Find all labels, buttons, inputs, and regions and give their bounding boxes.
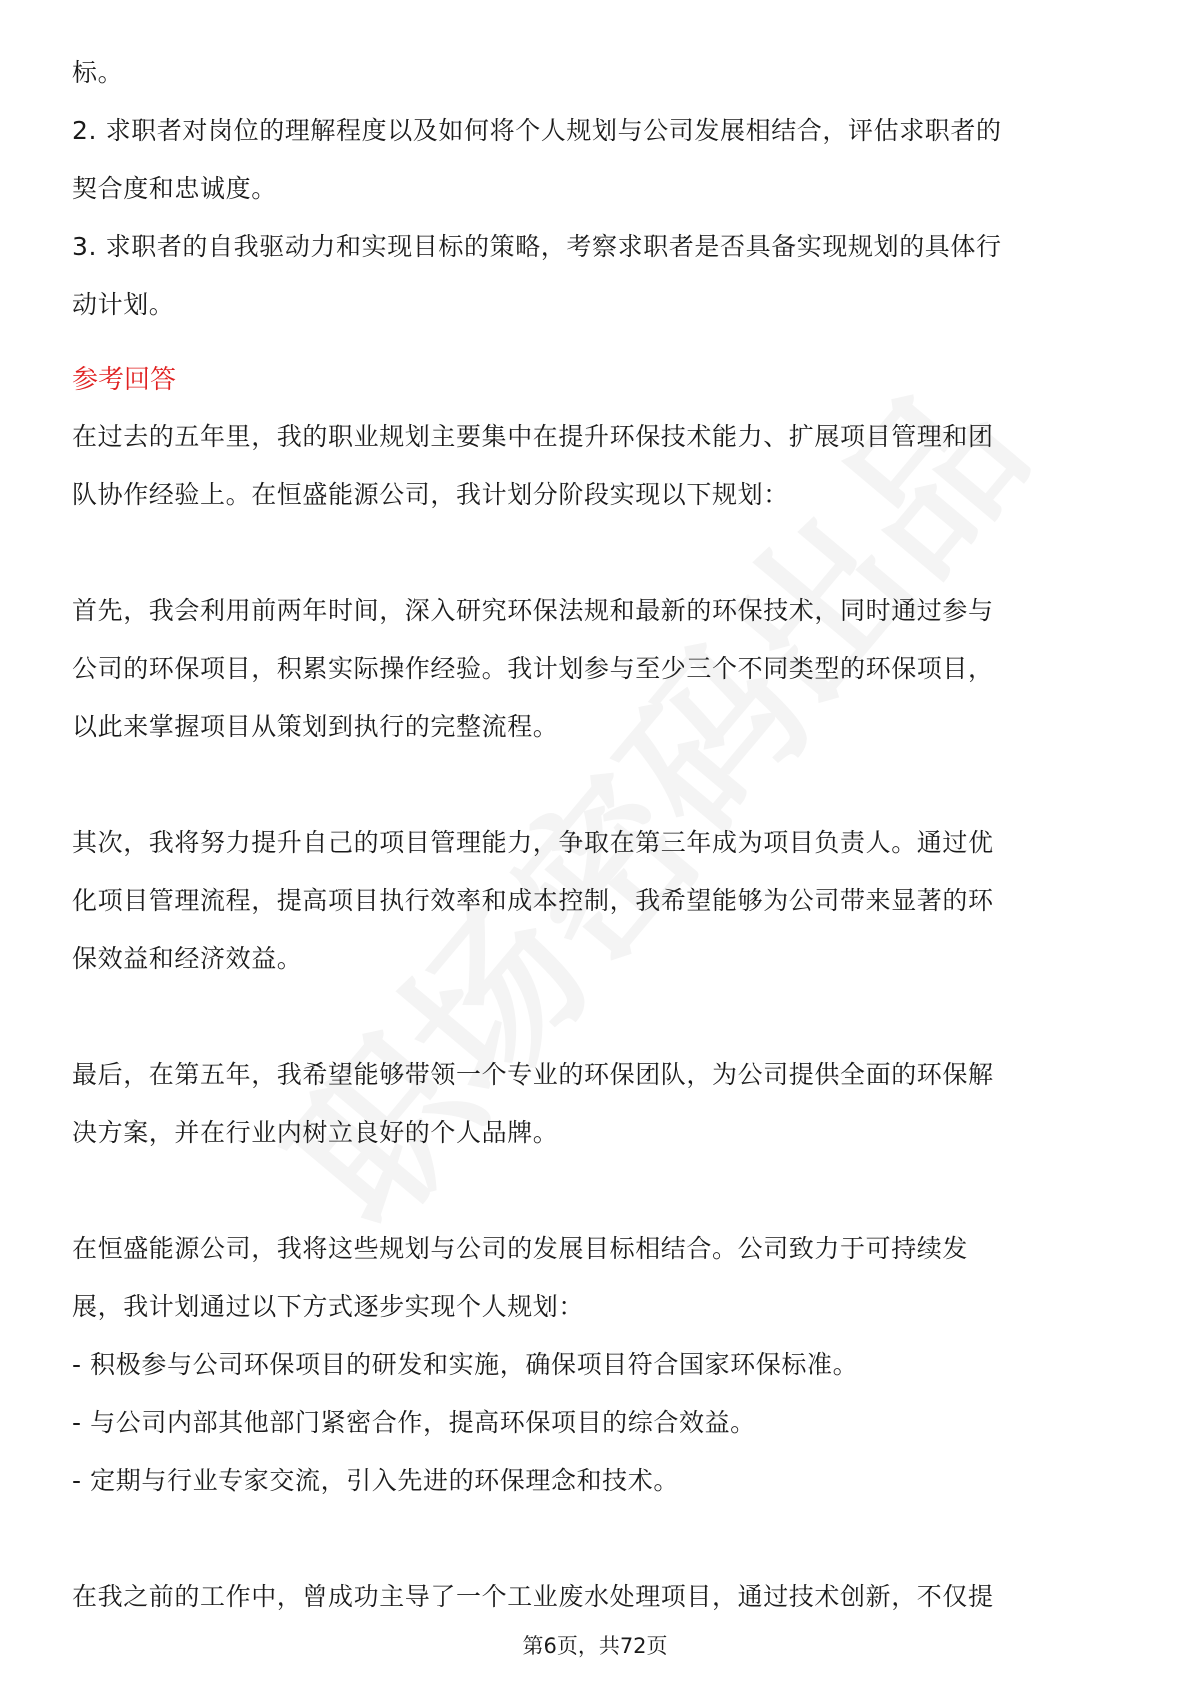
list-item: - 积极参与公司环保项目的研发和实施，确保项目符合国家环保标准。 [72,1350,859,1379]
paragraph-gap [72,1162,1122,1220]
answer-paragraph [72,814,1122,988]
answer-line: 最后，在第五年，我希望能够带领一个专业的环保团队，为公司提供全面的环保解 [72,1060,994,1089]
paragraph-gap [72,756,1122,814]
criteria-line: 3. 求职者的自我驱动力和实现目标的策略，考察求职者是否具备实现规划的具体行 [72,232,1002,261]
answer-line: 决方案，并在行业内树立良好的个人品牌。 [72,1118,559,1147]
paragraph-gap [72,988,1122,1046]
answer-paragraph [72,1568,1122,1626]
answer-line: 首先，我会利用前两年时间，深入研究环保法规和最新的环保技术，同时通过参与 [72,596,994,625]
page-number: 第6页，共72页 [522,1634,668,1658]
answer-line: 在过去的五年里，我的职业规划主要集中在提升环保技术能力、扩展项目管理和团 [72,422,994,451]
criteria-line: 2. 求职者对岗位的理解程度以及如何将个人规划与公司发展相结合，评估求职者的 [72,116,1002,145]
criteria-line: 契合度和忠诚度。 [72,174,277,203]
criteria-line: 动计划。 [72,290,175,319]
answer-line: 在我之前的工作中，曾成功主导了一个工业废水处理项目，通过技术创新，不仅提 [72,1582,994,1611]
criteria-line: 标。 [72,58,124,87]
answer-paragraph [72,582,1122,756]
list-item: - 定期与行业专家交流，引入先进的环保理念和技术。 [72,1466,679,1495]
answer-line: 公司的环保项目，积累实际操作经验。我计划参与至少三个不同类型的环保项目， [72,654,994,683]
answer-line: 保效益和经济效益。 [72,944,303,973]
paragraph-gap [72,1510,1122,1568]
document-body [72,44,1122,1626]
answer-line: 其次，我将努力提升自己的项目管理能力，争取在第三年成为项目负责人。通过优 [72,828,994,857]
answer-paragraph [72,1046,1122,1162]
answer-paragraph [72,408,1122,524]
paragraph-gap [72,524,1122,582]
answer-line: 在恒盛能源公司，我将这些规划与公司的发展目标相结合。公司致力于可持续发 [72,1234,969,1263]
list-item: - 与公司内部其他部门紧密合作，提高环保项目的综合效益。 [72,1408,756,1437]
answer-line: 以此来掌握项目从策划到执行的完整流程。 [72,712,559,741]
answer-line: 队协作经验上。在恒盛能源公司，我计划分阶段实现以下规划： [72,480,789,509]
section-heading: 参考回答 [72,365,177,395]
answer-paragraph [72,1220,1122,1510]
answer-line: 展，我计划通过以下方式逐步实现个人规划： [72,1292,585,1321]
answer-line: 化项目管理流程，提高项目执行效率和成本控制，我希望能够为公司带来显著的环 [72,886,994,915]
